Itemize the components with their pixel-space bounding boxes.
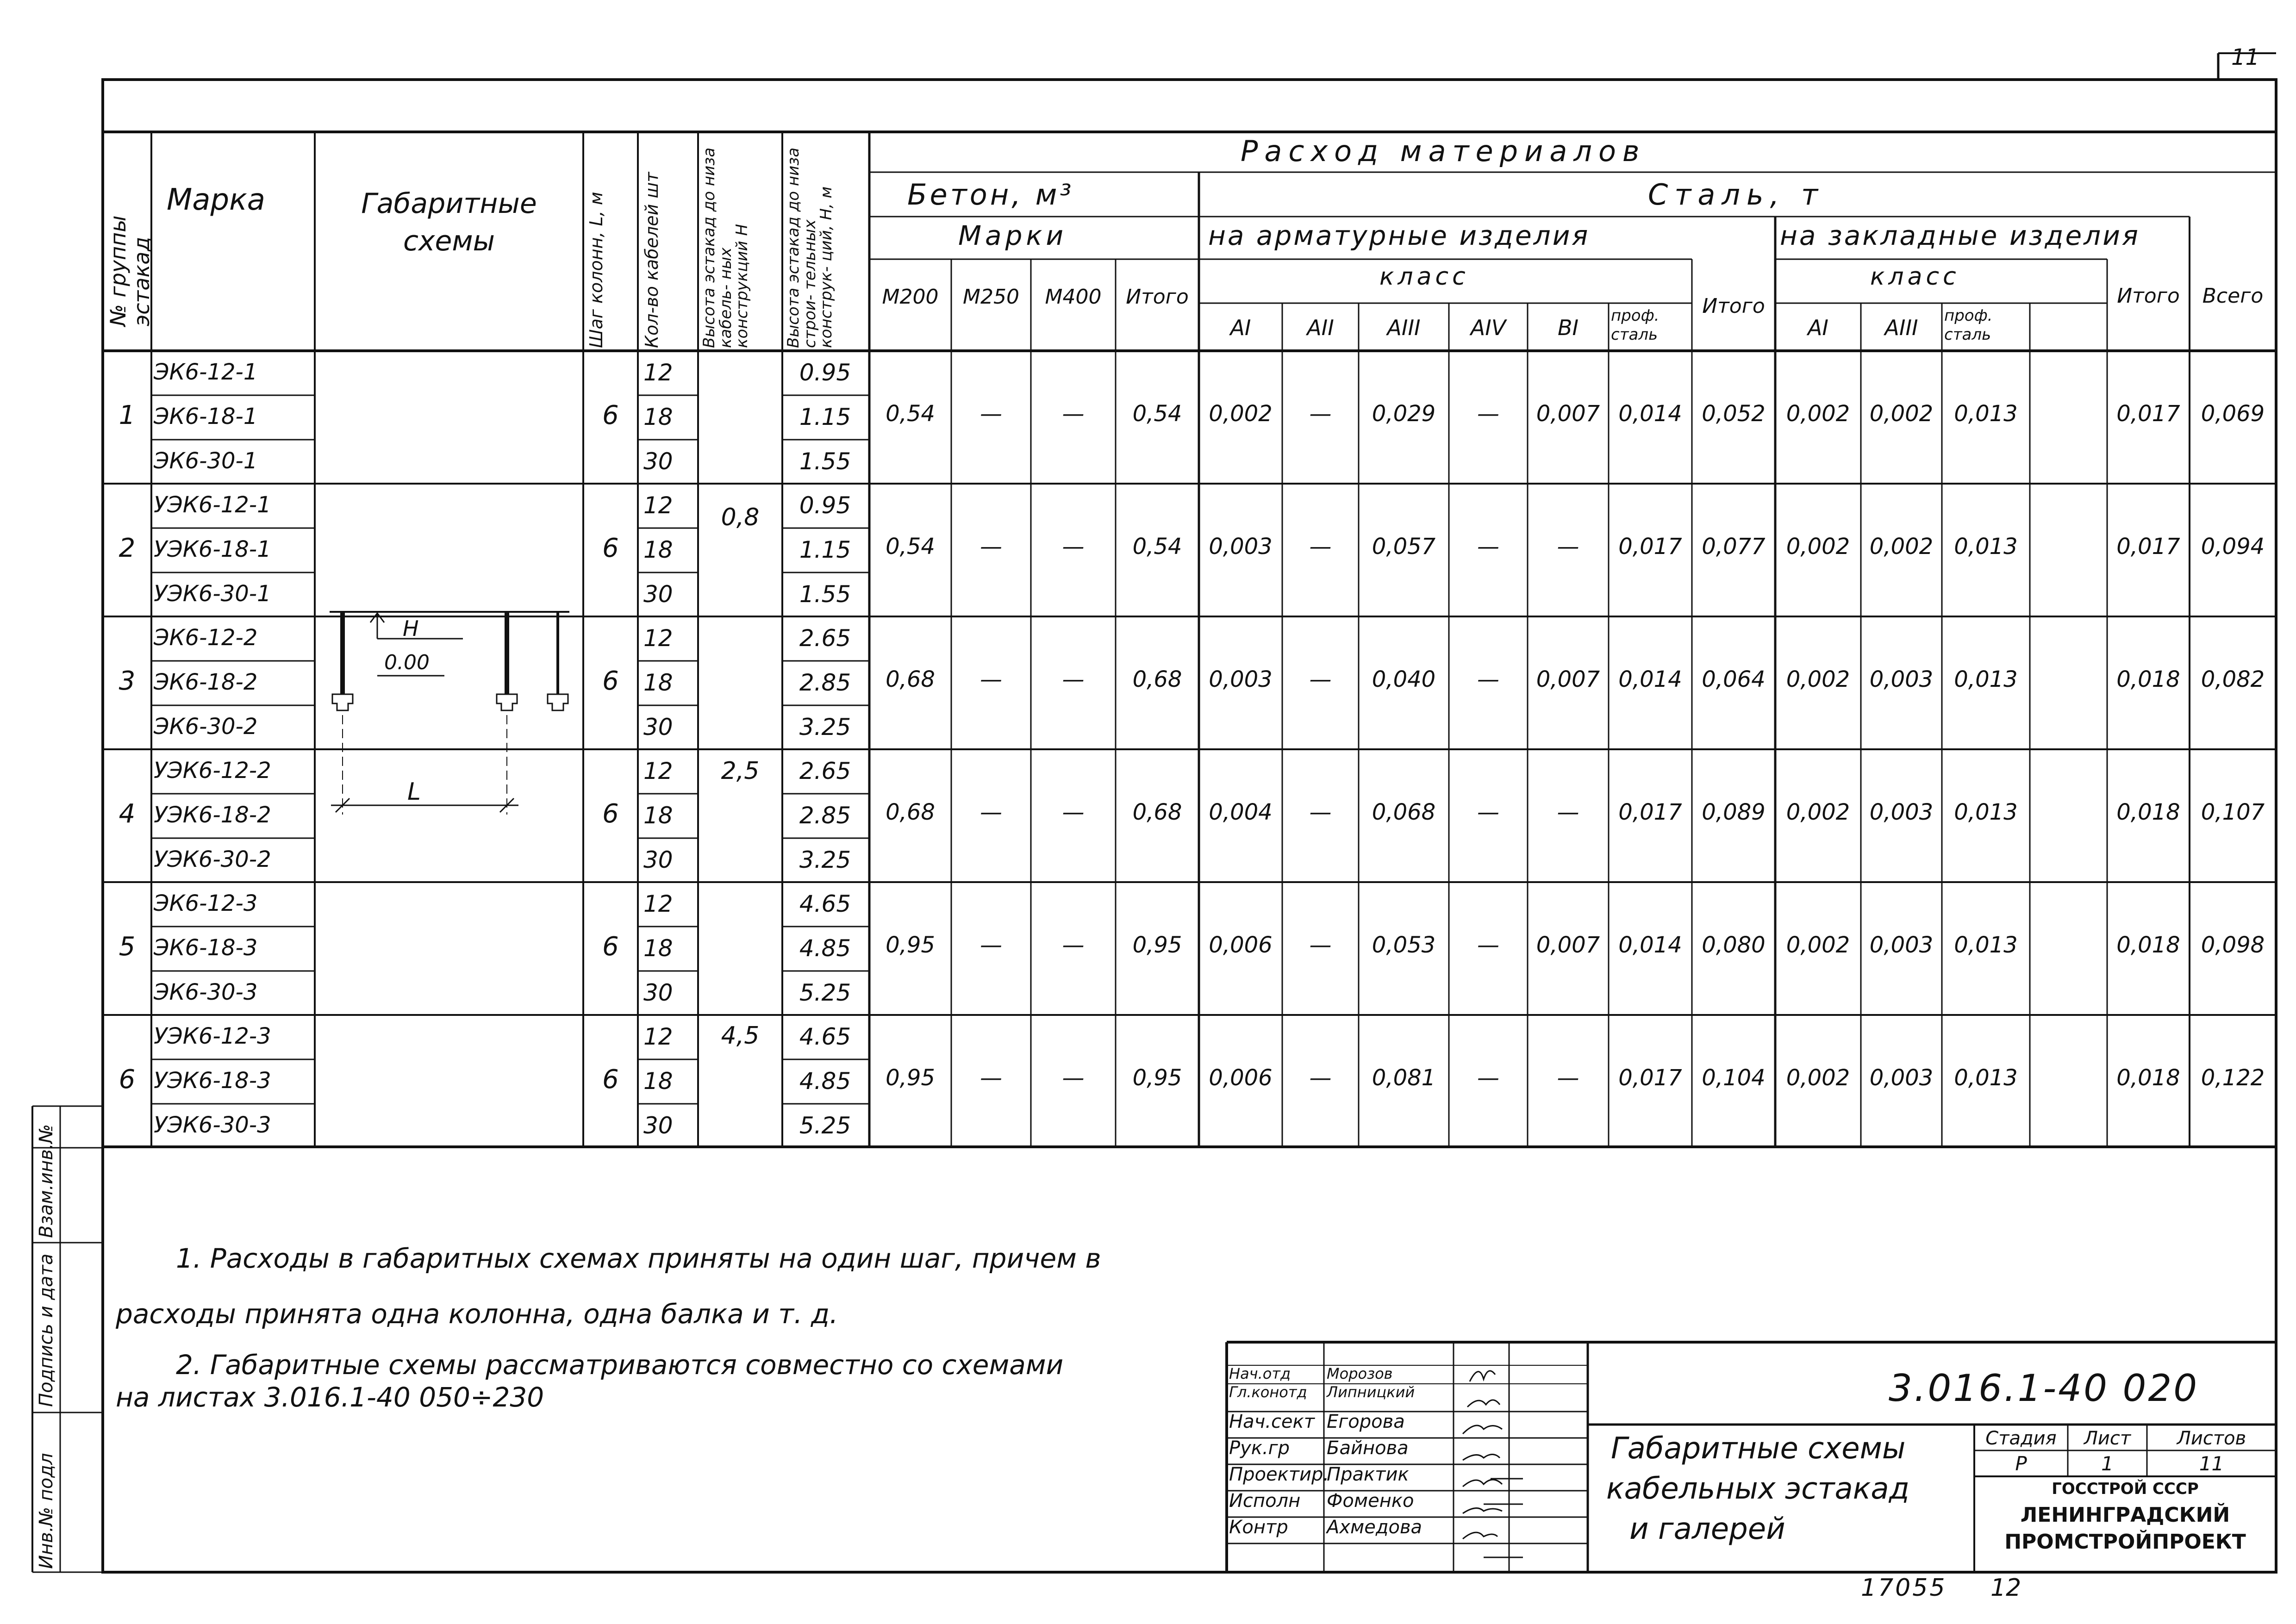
rebar-ai: 0,004	[1209, 799, 1273, 825]
embedded-prof-steel: 0,013	[1954, 1065, 2018, 1091]
embedded-total: 0,017	[2116, 534, 2180, 560]
header-aiii: АIII	[1387, 315, 1421, 340]
group-number: 5	[119, 932, 136, 962]
grand-total: 0,082	[2201, 666, 2265, 692]
stamp-role: Нач.отд	[1229, 1365, 1291, 1382]
row-mark: УЭК6-18-1	[154, 536, 271, 562]
header-aiv: АIV	[1470, 315, 1506, 340]
header-vi: BI	[1557, 315, 1579, 340]
row-cables: 18	[643, 802, 673, 829]
row-mark: УЭК6-18-2	[154, 802, 271, 828]
embedded-total: 0,018	[2116, 799, 2180, 825]
rebar-aiv: —	[1477, 666, 1499, 692]
stamp-role: Гл.конотд	[1229, 1383, 1307, 1401]
row-cables: 30	[643, 979, 673, 1006]
row-cables: 18	[643, 935, 673, 962]
header-steel: Сталь, т	[1648, 178, 1825, 212]
rebar-vi: —	[1557, 534, 1579, 560]
row-height: 5.25	[799, 1112, 851, 1139]
embedded-aiii: 0,002	[1869, 534, 1934, 560]
row-height: 4.85	[799, 1068, 851, 1095]
row-mark: УЭК6-18-3	[154, 1068, 271, 1094]
row-height: 3.25	[799, 846, 851, 873]
grand-total: 0,122	[2201, 1065, 2265, 1091]
row-cables: 12	[643, 890, 673, 917]
row-mark: УЭК6-30-2	[154, 846, 271, 872]
stamp-name: Байнова	[1327, 1437, 1409, 1459]
concrete-m400: —	[1062, 534, 1085, 560]
header-concrete: Бетон, м³	[907, 178, 1074, 212]
row-cables: 12	[643, 1023, 673, 1050]
concrete-m400: —	[1062, 932, 1085, 958]
h-bottom-value: 0,8	[721, 504, 760, 531]
header-rebar: на арматурные изделия	[1208, 220, 1590, 251]
header-aii: АII	[1307, 315, 1334, 340]
row-cables: 18	[643, 1068, 673, 1095]
row-height: 2.65	[799, 758, 851, 784]
rebar-aiii: 0,053	[1372, 932, 1436, 958]
header-mark: Марка	[167, 183, 265, 217]
scheme-l-label: L	[407, 778, 421, 806]
row-height: 5.25	[799, 979, 851, 1006]
note-1a: 1. Расходы в габаритных схемах приняты на один шаг, причем в	[176, 1243, 1101, 1274]
concrete-total: 0,95	[1132, 932, 1182, 958]
rebar-ai: 0,002	[1209, 401, 1273, 427]
embedded-total: 0,017	[2116, 401, 2180, 427]
stamp-title-line2: кабельных эстакад	[1606, 1472, 1909, 1506]
header-concrete-total: Итого	[1126, 285, 1189, 309]
rebar-ai: 0,003	[1209, 534, 1273, 560]
embedded-prof-steel: 0,013	[1954, 401, 2018, 427]
rebar-prof-steel: 0,017	[1618, 534, 1682, 560]
rebar-vi: —	[1557, 1065, 1579, 1091]
rebar-vi: 0,007	[1536, 401, 1600, 427]
row-mark: ЭК6-18-1	[154, 404, 258, 429]
row-mark: УЭК6-12-1	[154, 492, 271, 518]
rebar-aii: —	[1309, 799, 1332, 825]
group-number: 3	[119, 666, 136, 696]
sheets-label: Листов	[2177, 1428, 2246, 1449]
concrete-m400: —	[1062, 666, 1085, 692]
row-cables: 18	[643, 404, 673, 430]
stamp-name: Фоменко	[1327, 1490, 1414, 1512]
row-mark: ЭК6-18-3	[154, 935, 258, 961]
concrete-m400: —	[1062, 799, 1085, 825]
row-height: 3.25	[799, 714, 851, 740]
stamp-name: Егорова	[1327, 1411, 1405, 1432]
scheme-drawing	[330, 612, 569, 815]
row-mark: ЭК6-30-1	[154, 448, 258, 474]
rebar-ai: 0,006	[1209, 1065, 1273, 1091]
header-rebar-class: класс	[1379, 263, 1469, 291]
embedded-total: 0,018	[2116, 1065, 2180, 1091]
header-consumption: Расход материалов	[1241, 134, 1646, 168]
header-cables: Кол-во кабелей шт	[642, 172, 662, 348]
group-number: 4	[119, 799, 136, 829]
concrete-m250: —	[980, 1065, 1002, 1091]
rebar-aiv: —	[1477, 1065, 1499, 1091]
header-m200: М200	[882, 285, 939, 309]
embedded-ai: 0,002	[1786, 401, 1850, 427]
grand-total: 0,098	[2201, 932, 2265, 958]
header-grades: Марки	[958, 220, 1067, 251]
row-height: 0.95	[799, 492, 851, 519]
embedded-aiii: 0,002	[1869, 401, 1934, 427]
row-height: 0.95	[799, 359, 851, 386]
concrete-m400: —	[1062, 1065, 1085, 1091]
row-mark: ЭК6-12-1	[154, 359, 258, 385]
row-height: 1.55	[799, 448, 851, 475]
note-1b: расходы принята одна колонна, одна балка и т. д.	[116, 1298, 838, 1330]
concrete-m200: 0,54	[886, 534, 935, 560]
stamp-name: Практик	[1327, 1464, 1409, 1485]
concrete-m200: 0,68	[886, 799, 935, 825]
embedded-prof-steel: 0,013	[1954, 932, 2018, 958]
group-number: 1	[119, 400, 136, 430]
rebar-aiii: 0,040	[1372, 666, 1436, 692]
rebar-aiv: —	[1477, 401, 1499, 427]
group-step: 6	[602, 799, 619, 829]
rebar-aii: —	[1309, 1065, 1332, 1091]
row-cables: 18	[643, 536, 673, 563]
header-step: Шаг колонн, L, м	[586, 192, 606, 348]
embedded-ai: 0,002	[1786, 666, 1850, 692]
concrete-m250: —	[980, 932, 1002, 958]
header-emb-total: Итого	[2117, 284, 2180, 308]
rebar-prof-steel: 0,014	[1618, 666, 1682, 692]
stamp-name: Морозов	[1327, 1365, 1393, 1382]
stamp-role: Исполн	[1229, 1490, 1301, 1512]
rebar-total: 0,077	[1702, 534, 1766, 560]
rebar-aiii: 0,081	[1372, 1065, 1436, 1091]
org-line3: ПРОМСТРОЙПРОЕКТ	[2004, 1530, 2246, 1554]
header-h-bottom: Высота эстакад до низа кабель- ных конструкций Н	[700, 147, 752, 348]
row-height: 2.65	[799, 625, 851, 652]
sheets-value: 11	[2199, 1452, 2224, 1475]
row-mark: УЭК6-30-3	[154, 1112, 271, 1138]
row-cables: 30	[643, 448, 673, 475]
stamp-role: Контр	[1229, 1517, 1288, 1538]
row-mark: УЭК6-12-2	[154, 758, 271, 784]
embedded-ai: 0,002	[1786, 534, 1850, 560]
row-mark: УЭК6-30-1	[154, 581, 271, 607]
concrete-m200: 0,95	[886, 1065, 935, 1091]
rebar-prof-steel: 0,017	[1618, 799, 1682, 825]
row-mark: ЭК6-12-2	[154, 625, 258, 651]
drawing-code: 3.016.1-40 020	[1889, 1367, 2199, 1410]
group-number: 6	[119, 1064, 136, 1095]
row-height: 1.15	[799, 404, 851, 430]
header-m250: М250	[963, 285, 1019, 309]
embedded-aiii: 0,003	[1869, 666, 1934, 692]
row-height: 1.15	[799, 536, 851, 563]
embedded-total: 0,018	[2116, 666, 2180, 692]
group-step: 6	[602, 666, 619, 696]
grand-total: 0,094	[2201, 534, 2265, 560]
row-height: 2.85	[799, 669, 851, 696]
header-rebar-total: Итого	[1702, 294, 1765, 318]
row-mark: ЭК6-18-2	[154, 669, 258, 695]
embedded-aiii: 0,003	[1869, 1065, 1934, 1091]
concrete-total: 0,54	[1132, 534, 1182, 560]
header-ai: АI	[1230, 315, 1251, 340]
rebar-vi: —	[1557, 799, 1579, 825]
format-number: 12	[1990, 1574, 2021, 1602]
row-mark: ЭК6-30-2	[154, 714, 258, 740]
row-mark: ЭК6-30-3	[154, 979, 258, 1005]
concrete-m250: —	[980, 799, 1002, 825]
rebar-prof-steel: 0,014	[1618, 932, 1682, 958]
concrete-total: 0,54	[1132, 401, 1182, 427]
scheme-level-label: 0.00	[384, 651, 430, 674]
embedded-ai: 0,002	[1786, 1065, 1850, 1091]
stage-label: Стадия	[1985, 1428, 2057, 1449]
rebar-aii: —	[1309, 932, 1332, 958]
rebar-total: 0,104	[1702, 1065, 1766, 1091]
stamp-name: Липницкий	[1327, 1383, 1415, 1401]
rebar-aiv: —	[1477, 534, 1499, 560]
row-cables: 12	[643, 359, 673, 386]
header-emb-prof-steel: проф. сталь	[1944, 306, 1993, 344]
note-2a: 2. Габаритные схемы рассматриваются совместно со схемами	[176, 1349, 1064, 1381]
header-h-support: Высота эстакад до низа строи- тельных конструк- ций, Н, м	[784, 147, 836, 348]
row-cables: 12	[643, 492, 673, 519]
header-group-no: № группы эстакад	[106, 215, 154, 326]
rebar-aiii: 0,057	[1372, 534, 1436, 560]
page-number: 11	[2231, 44, 2260, 70]
stamp-title-line3: и галерей	[1629, 1512, 1785, 1546]
concrete-m200: 0,95	[886, 932, 935, 958]
embedded-ai: 0,002	[1786, 932, 1850, 958]
group-number: 2	[119, 533, 136, 563]
row-cables: 18	[643, 669, 673, 696]
embedded-ai: 0,002	[1786, 799, 1850, 825]
concrete-total: 0,95	[1132, 1065, 1182, 1091]
sheet-label: Лист	[2084, 1428, 2131, 1449]
row-cables: 30	[643, 846, 673, 873]
sheet-value: 1	[2101, 1452, 2114, 1475]
concrete-m250: —	[980, 534, 1002, 560]
grand-total: 0,107	[2201, 799, 2265, 825]
row-cables: 30	[643, 714, 673, 740]
side-signature-date: Подпись и дата	[36, 1253, 57, 1407]
stamp-role: Нач.сект	[1229, 1411, 1315, 1432]
row-height: 4.85	[799, 935, 851, 962]
rebar-aiii: 0,068	[1372, 799, 1436, 825]
row-height: 4.65	[799, 890, 851, 917]
rebar-vi: 0,007	[1536, 932, 1600, 958]
h-bottom-value: 2,5	[721, 757, 760, 785]
org-line2: ЛЕНИНГРАДСКИЙ	[2020, 1503, 2230, 1527]
row-cables: 12	[643, 758, 673, 784]
rebar-ai: 0,006	[1209, 932, 1273, 958]
rebar-total: 0,089	[1702, 799, 1766, 825]
header-embedded-class: класс	[1870, 263, 1960, 291]
row-mark: УЭК6-12-3	[154, 1023, 271, 1049]
concrete-total: 0,68	[1132, 666, 1182, 692]
header-emb-ai: АI	[1807, 315, 1829, 340]
h-bottom-value: 4,5	[721, 1022, 760, 1050]
embedded-prof-steel: 0,013	[1954, 799, 2018, 825]
header-prof-steel: проф. сталь	[1611, 306, 1660, 344]
rebar-aiii: 0,029	[1372, 401, 1436, 427]
rebar-total: 0,052	[1702, 401, 1766, 427]
grand-total: 0,069	[2201, 401, 2265, 427]
group-step: 6	[602, 1064, 619, 1095]
embedded-prof-steel: 0,013	[1954, 534, 2018, 560]
rebar-aiv: —	[1477, 932, 1499, 958]
row-cables: 12	[643, 625, 673, 652]
concrete-total: 0,68	[1132, 799, 1182, 825]
header-grand-total: Всего	[2202, 284, 2264, 308]
embedded-aiii: 0,003	[1869, 932, 1934, 958]
inventory-number: 17055	[1861, 1574, 1947, 1602]
rebar-prof-steel: 0,014	[1618, 401, 1682, 427]
rebar-aiv: —	[1477, 799, 1499, 825]
concrete-m250: —	[980, 666, 1002, 692]
row-mark: ЭК6-12-3	[154, 890, 258, 916]
concrete-m200: 0,54	[886, 401, 935, 427]
group-step: 6	[602, 533, 619, 563]
stamp-role: Проектир.	[1229, 1464, 1329, 1485]
embedded-total: 0,018	[2116, 932, 2180, 958]
header-emb-aiii: АIII	[1884, 315, 1918, 340]
stamp-role: Рук.гр	[1229, 1437, 1290, 1459]
row-cables: 30	[643, 581, 673, 608]
row-height: 1.55	[799, 581, 851, 608]
rebar-total: 0,080	[1702, 932, 1766, 958]
group-step: 6	[602, 932, 619, 962]
embedded-aiii: 0,003	[1869, 799, 1934, 825]
rebar-aii: —	[1309, 534, 1332, 560]
group-step: 6	[602, 400, 619, 430]
embedded-prof-steel: 0,013	[1954, 666, 2018, 692]
header-schemes: Габаритные схемы	[361, 187, 537, 257]
rebar-aii: —	[1309, 666, 1332, 692]
header-m400: М400	[1045, 285, 1102, 309]
header-embedded: на закладные изделия	[1780, 220, 2140, 251]
scheme-h-label: Н	[403, 616, 419, 641]
stage-value: Р	[2015, 1452, 2027, 1475]
rebar-total: 0,064	[1702, 666, 1766, 692]
row-height: 2.85	[799, 802, 851, 829]
side-replace-inv: Взам.инв.№	[36, 1124, 57, 1238]
side-inv-no: Инв.№ подл	[36, 1453, 57, 1569]
stamp-name: Ахмедова	[1327, 1517, 1423, 1538]
row-cables: 30	[643, 1112, 673, 1139]
stamp-title-line1: Габаритные схемы	[1611, 1431, 1906, 1466]
rebar-prof-steel: 0,017	[1618, 1065, 1682, 1091]
concrete-m200: 0,68	[886, 666, 935, 692]
rebar-vi: 0,007	[1536, 666, 1600, 692]
concrete-m250: —	[980, 401, 1002, 427]
concrete-m400: —	[1062, 401, 1085, 427]
org-line1: ГОССТРОЙ СССР	[2052, 1480, 2199, 1498]
note-2b: на листах 3.016.1-40 050÷230	[116, 1381, 544, 1413]
rebar-aii: —	[1309, 401, 1332, 427]
row-height: 4.65	[799, 1023, 851, 1050]
rebar-ai: 0,003	[1209, 666, 1273, 692]
